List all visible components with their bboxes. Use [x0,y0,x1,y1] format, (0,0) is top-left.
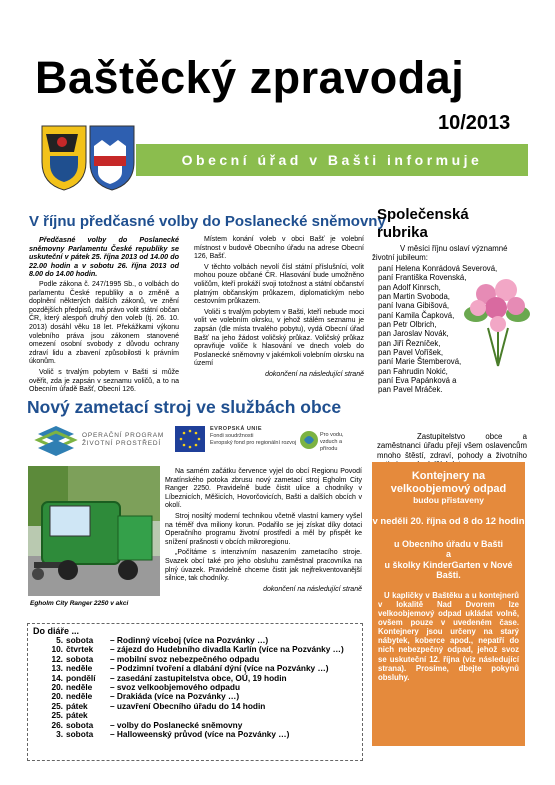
list-item: pan Adolf Kinrsch, [378,282,441,292]
container-location: u Obecního úřadu v Bašti [393,538,503,549]
list-item: pan Fahrudin Nokić, [378,366,448,376]
entry-text: – Drakiáda (více na Pozvánky …) [110,691,240,702]
entry-day: pátek [66,700,88,711]
elections-paragraph: Podle zákona č. 247/1995 Sb., o volbách do parlamentu České republiky a o změně a doplnění některých dalších zákonů, ve znění pozdějších předpisů, má právo volit státní občan ČR, který alespoň druhý den voleb (tj. 26. 10. 2013) dosáhl věku 18 let. Překážkami výkonu volebního práva jsou zákonem stanovené omezení osobní svobody z důvodu ochrany zdraví lidu a zbavení způsobilosti k právním úkonům. [29,280,179,366]
entry-text: – svoz velkoobjemového odpadu [110,682,241,693]
entry-day: sobota [66,719,94,730]
list-item: pan Martin Svoboda, [378,292,450,302]
entry-text: – volby do Poslanecké sněmovny [110,719,243,730]
entry-day: neděle [66,691,93,702]
entry-text: – uzavření Obecního úřadu do 14 hodin [110,700,266,711]
list-item: paní Eva Papánková a [378,376,457,386]
elections-column-1 [29,236,179,397]
photo-caption: Egholm City Ranger 2250 v akci [30,600,129,607]
calendar-title: Do diáře ... [33,626,80,636]
sweeper-heading: Nový zametací stroj ve službách obce [27,397,342,417]
container-notice-title: Kontejnery na velkoobjemový odpad [390,470,507,495]
logo-text: Pro vodu, [320,432,344,438]
elections-lead: Předčasné volby do Poslanecké sněmovny Parlamentu České republiky se uskuteční v pátek 25. října 2013 od 14.00 do 22.00 hodin a v sobotu 26. října 2013 od 8.00 do 14.00 hodin. [29,235,179,279]
logo-text: Evropský fond pro regionální rozvoj [210,440,297,446]
calendar-list [28,636,362,739]
entry-day: čtvrtek [66,644,94,655]
container-notice-subtitle: budou přistaveny [413,495,484,505]
social-column-intro: V měsíci říjnu oslaví významné životní jubileum: [372,244,508,263]
elections-column-2 [194,236,364,380]
flower-bouquet-image [458,268,536,368]
entry-date: 25. [51,700,63,711]
entry-text: – Rodinný víceboj (více na Pozvánky …) [110,635,269,645]
entry-date: 3. [56,729,63,740]
list-item: pan Jiří Řezníček, [378,338,441,348]
list-item: pan Jaroslav Novák, [378,329,449,339]
entry-text: – Podzimní tvoření a dlabání dýní (více na Pozvánky …) [110,663,329,674]
entry-date: 13. [51,663,63,674]
logo-text: Fondi soudržnosti [210,433,254,439]
entry-date: 25. [51,710,63,721]
entry-text: – zájezd do Hudebního divadla Karlín (více na Pozvánky …) [110,644,344,655]
entry-day: neděle [66,682,93,693]
funding-logos [30,424,360,460]
entry-day: sobota [66,653,94,664]
list-item: paní Marie Štemberová, [378,357,462,367]
entry-day: sobota [66,635,94,645]
newsletter-title: Baštěcký zpravodaj [35,52,465,103]
logo-text: OPERAČNÍ PROGRAM [82,432,165,439]
sweeper-article-body [165,468,362,594]
sweeper-paragraph: Stroj nosiltý moderní technikou včetně vlastní kamery vyšel na téměř dva miliony korun. Podařilo se jej získat díky dotaci Operačního programu životní prostředí a měl by přispět ke snížení prašnosti v obcích mikroregionu. [165,512,362,546]
list-item: paní Ivana Gibišová, [378,301,450,311]
container-notice-date: v neděli 20. října od 8 do 12 hodin [372,516,525,527]
elections-paragraph: V těchto volbách nevolí čísl státní příslušníci, volit mohou pouze občané ČR. Hlasování bude umožněno voličům, kteří prokáží svoji totožnost a státní občanství platným občanským průkazem, diplomatickým nebo cestovním průkazem. [194,263,364,306]
entry-date: 5. [56,635,63,645]
sweeper-paragraph: Na samém začátku července vyjel do obcí Regionu Povodí Mratínského potoka zbrusu nový zametací stroj Egholm City Ranger 2250. Pravidelně bude čistit ulice a chodníky v Líbeznicích, Měšicích, Hovorčovicích, Bašti a dalších obcích v okolí. [165,468,362,510]
calendar-entry [33,730,362,739]
street-sweeper-photo [28,466,160,596]
social-column-closing: Zastupitelstvo obce a zaměstnanci úřadu přejí všem oslavencům mnoho štěstí, zdraví, pohody a životního [377,432,527,460]
logo-text: vzduch a přírodu [320,439,343,452]
list-item: pan Petr Olbrich, [378,320,437,330]
sweeper-paragraph: „Počítáme s intenzivním nasazením zametacího stroje. Svazek obcí také pro jeho obsluhu zaměstnal pracovníka na plný úvazek. Pravidelně chceme čistit jak nejfrekventovanější silnice, tak chodníky. [165,549,362,583]
entry-text: – Halloweenský průvod (více na Pozvánky …) [110,729,290,740]
coat-of-arms-logo [38,122,138,194]
entry-text: – zasedání zastupitelstva obce, OÚ, 19 hodin [110,672,287,683]
container-location-and: a [445,549,451,560]
container-notice-details: U kapličky v Baštěku a u kontejnerů v lokalitě Nad Dvorem lze velkoobjemový odpad ukládat volně, ovšem pouze v uvedeném čase. Kontejnery jsou určeny na starý nábytek, koberce apod., nepatří do nich nebezpečný odpad, jehož svoz se uskuteční 12. října (viz následující strana). Prosíme, dbejte pokynů obsluhy. [378,590,519,682]
entry-date: 20. [51,682,63,693]
entry-date: 20. [51,691,63,702]
list-item: pan Pavel Mráček. [378,385,443,395]
entry-day: pondělí [66,672,96,683]
entry-text: – mobilní svoz nebezpečného odpadu [110,653,260,664]
elections-paragraph: Voliči s trvalým pobytem v Bašti, kteří nebude moci volit ve volebním okrsku, v jehož stálém seznamu je zapsán (dle místa trvalého pobytu), vydá Obecní úřad Bašť na jeho žádost voličský průkaz. Voličský průkaz opravňuje voliče k hlasování ve dnech voleb do Poslanecké sněmovny v jakémkoli volebním okrsku na území [194,308,364,368]
logo-text: EVROPSKÁ UNIE [210,426,263,432]
continued-note: dokončení na následující straně [265,370,364,378]
entry-date: 12. [51,653,63,664]
entry-date: 14. [51,672,63,683]
entry-day: sobota [66,729,94,740]
logo-text: ŽIVOTNÍ PROSTŘEDÍ [82,440,161,447]
elections-heading: V říjnu předčasné volby do Poslanecké sněmovny [29,213,386,230]
elections-paragraph: Volič s trvalým pobytem v Bašti si může ověřit, zda je zapsán v seznamu voličů, a to na Obecním úřadě Bašť, Obecní 126. [29,368,179,394]
list-item: pan Pavel Voříšek, [378,348,444,358]
list-item: paní Kamila Čapková, [378,310,455,320]
calendar-box [27,623,363,761]
list-item: paní Františka Rovenská, [378,273,467,283]
entry-day: pátek [66,710,88,721]
entry-date: 26. [51,719,63,730]
issue-number: 10/2013 [438,112,511,134]
list-item: paní Helena Konrádová Severová, [378,264,498,273]
elections-paragraph: Místem konání voleb v obci Bašť je volební místnost v budově Obecního úřadu na adrese Obecní 126, Bašť. [194,236,364,261]
entry-date: 10. [51,644,63,655]
social-column-heading: Společenská rubrika [377,206,469,241]
header-banner: Obecní úřad v Bašti informuje [136,144,528,176]
container-notice-box [372,462,525,746]
container-location: u školky KinderGarten v Nové Bašti. [384,559,513,581]
continued-note: dokončení na následující straně [263,585,362,593]
entry-day: neděle [66,663,93,674]
